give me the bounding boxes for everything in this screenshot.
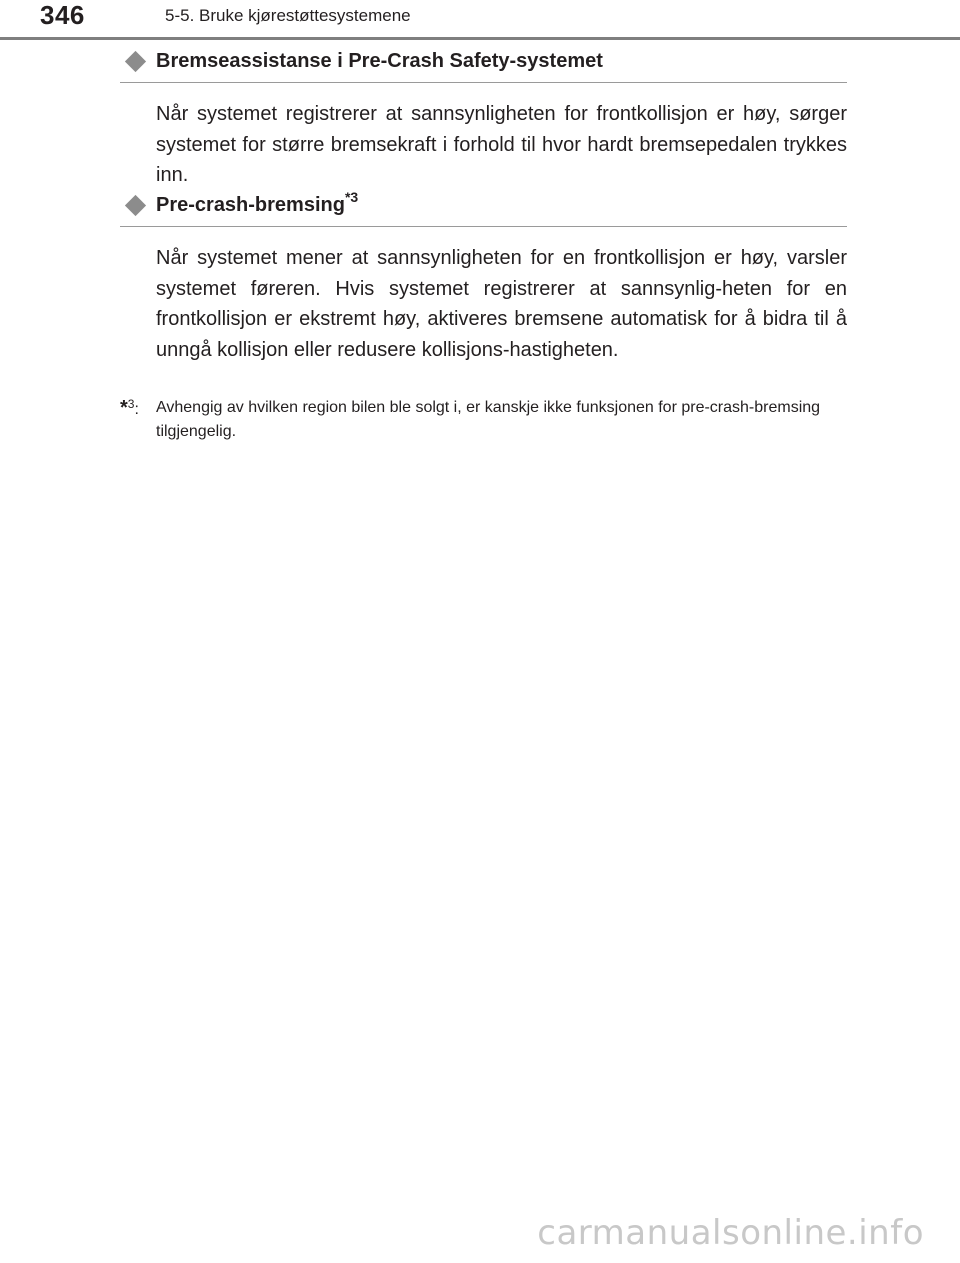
footnote-reference: *3 <box>344 189 359 205</box>
section-body: Når systemet registrerer at sannsynligheten for frontkollisjon er høy, sørger systemet for større bremsekraft i forhold til hvor hardt bremsepedalen trykkes inn. <box>156 103 847 186</box>
footnote <box>120 396 847 444</box>
footnote-colon: : <box>134 401 139 418</box>
footnote-marker <box>120 396 139 422</box>
section-brake-assist <box>120 48 847 191</box>
diamond-bullet-icon <box>125 195 146 216</box>
section-pre-crash-braking <box>120 189 847 365</box>
section-heading-text: Bremseassistanse i Pre-Crash Safety-systemet <box>156 50 603 72</box>
footnote-star: * <box>120 397 128 419</box>
diamond-bullet-icon <box>125 51 146 72</box>
footnote-number: 3 <box>127 397 135 411</box>
watermark: carmanualsonline.info <box>537 1213 924 1253</box>
header-divider <box>0 37 960 40</box>
page-number: 346 <box>40 0 85 30</box>
heading-label: Pre-crash-bremsing <box>156 194 345 216</box>
chapter-title: 5-5. Bruke kjørestøttesystemene <box>165 6 411 25</box>
section-body: Når systemet mener at sannsynligheten for en frontkollisjon er høy, varsler systemet føreren. Hvis systemet registrerer at sannsynlig-heten for en frontkollisjon er ekstremt høy, aktiveres bremsene automatisk for å bidra til å unngå kollisjon eller redusere kollisjons-hastigheten. <box>156 247 847 361</box>
section-heading <box>120 189 847 227</box>
footnote-text: Avhengig av hvilken region bilen ble solgt i, er kanskje ikke funksjonen for pre-crash-bremsing tilgjengelig. <box>156 399 821 440</box>
section-heading-text <box>156 189 359 218</box>
section-heading <box>120 48 847 83</box>
